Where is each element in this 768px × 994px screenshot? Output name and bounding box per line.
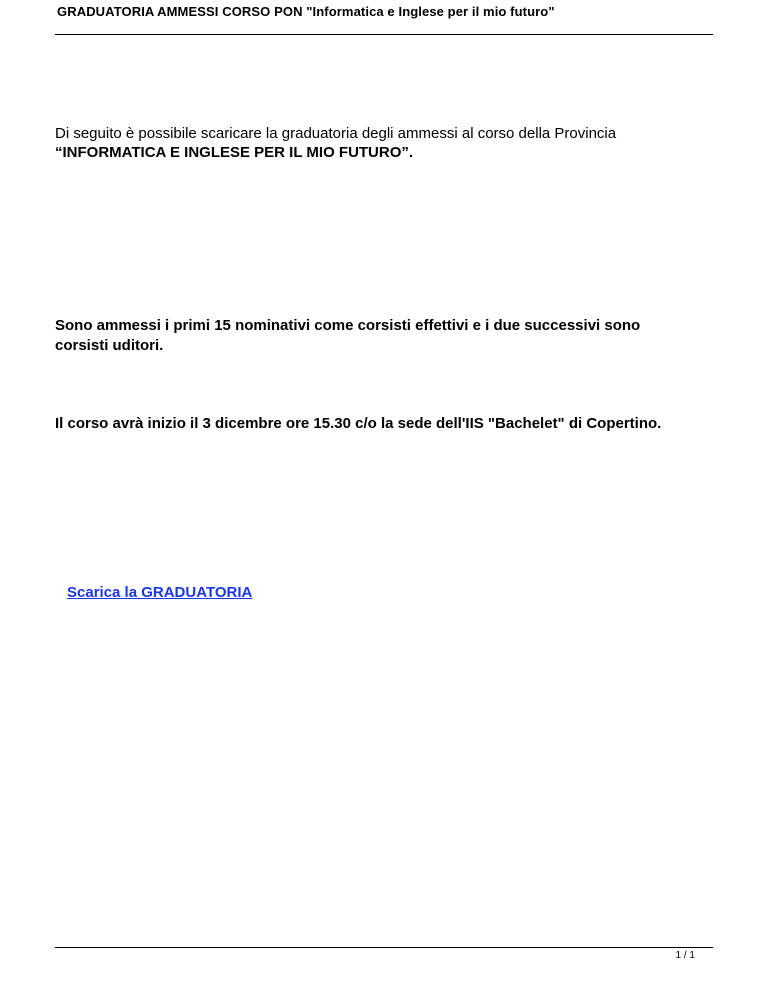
course-title: “INFORMATICA E INGLESE PER IL MIO FUTURO”. xyxy=(55,144,414,161)
course-start-note: Il corso avrà inizio il 3 dicembre ore 15.30 c/o la sede dell'IIS "Bachelet" di Copertino. xyxy=(55,415,662,432)
footer-divider xyxy=(55,947,713,948)
admission-paragraph xyxy=(55,316,715,356)
page-number: 1 / 1 xyxy=(675,950,695,961)
admission-text-line1: Sono ammessi i primi 15 nominativi come corsisti effettivi e i due successivi sono xyxy=(55,317,641,334)
intro-text: Di seguito è possibile scaricare la graduatoria degli ammessi al corso della Provincia xyxy=(55,125,617,142)
document-header-title: GRADUATORIA AMMESSI CORSO PON "Informatica e Inglese per il mio futuro" xyxy=(57,4,555,19)
header-divider xyxy=(55,34,713,35)
admission-text-line2: corsisti uditori. xyxy=(55,337,164,354)
intro-paragraph xyxy=(55,124,715,162)
download-graduatoria-link[interactable]: Scarica la GRADUATORIA xyxy=(67,584,253,601)
